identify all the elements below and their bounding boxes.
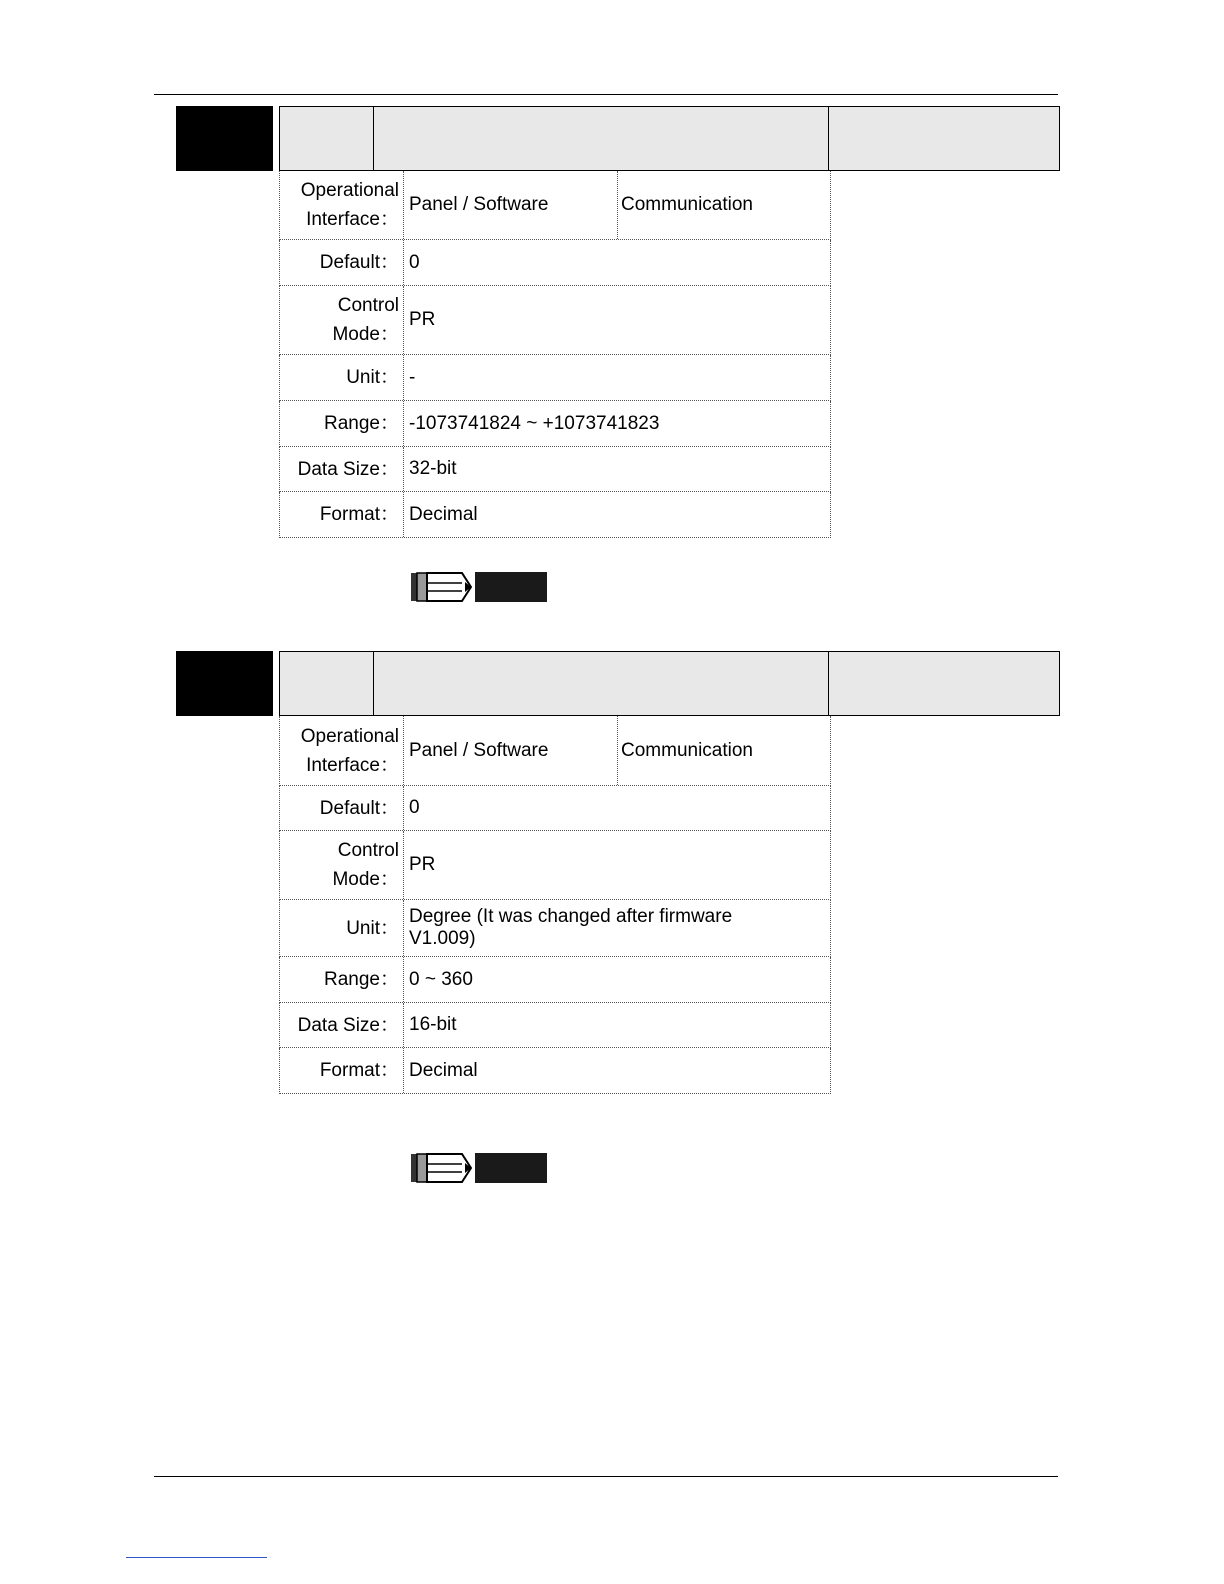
header-cell-address <box>280 652 374 715</box>
note-label-bar <box>475 572 547 602</box>
value-format: Decimal <box>409 503 478 525</box>
parameter-header <box>279 651 1060 716</box>
row-data-size <box>279 1003 831 1048</box>
row-control-mode <box>279 831 831 900</box>
value-format: Decimal <box>409 1059 478 1081</box>
row-default <box>279 240 831 286</box>
value-control-mode: PR <box>409 854 436 875</box>
value-panel-software: Panel / Software <box>409 194 549 215</box>
header-cell-divider <box>828 107 829 170</box>
header-cell-divider <box>828 652 829 715</box>
label-unit: Unit： <box>280 355 404 400</box>
row-operational-interface <box>279 171 831 240</box>
value-range: -1073741824 ~ +1073741823 <box>409 412 660 434</box>
note-marker-2 <box>410 1152 547 1184</box>
parameter-header <box>279 106 1060 171</box>
label-format: Format： <box>280 492 404 537</box>
label-operational-interface: Operational Interface： <box>280 716 404 785</box>
value-data-size: 16-bit <box>409 1014 457 1035</box>
parameter-code-block <box>176 106 273 171</box>
label-default: Default： <box>280 240 404 285</box>
value-default: 0 <box>409 797 420 818</box>
label-unit: Unit： <box>280 900 404 956</box>
label-range: Range： <box>280 957 404 1002</box>
label-data-size: Data Size： <box>280 1003 404 1047</box>
pencil-note-icon <box>410 1152 472 1184</box>
value-unit: - <box>409 366 416 388</box>
value-data-size: 32-bit <box>409 458 457 479</box>
row-data-size <box>279 447 831 492</box>
label-default: Default： <box>280 786 404 830</box>
row-unit <box>279 355 831 401</box>
cell-divider <box>617 171 618 239</box>
row-range <box>279 401 831 447</box>
header-cell-address <box>280 107 374 170</box>
footer-rule <box>154 1476 1058 1477</box>
label-range: Range： <box>280 401 404 446</box>
value-range: 0 ~ 360 <box>409 968 473 990</box>
row-default <box>279 786 831 831</box>
row-unit <box>279 900 831 957</box>
note-marker-1 <box>410 571 547 603</box>
label-control-mode: Control Mode： <box>280 286 404 354</box>
label-format: Format： <box>280 1048 404 1093</box>
note-label-bar <box>475 1153 547 1183</box>
row-format <box>279 492 831 538</box>
header-rule <box>154 94 1058 95</box>
label-operational-interface: Operational Interface： <box>280 171 404 239</box>
value-control-mode: PR <box>409 309 436 330</box>
pencil-note-icon <box>410 571 472 603</box>
value-communication: Communication <box>621 739 753 761</box>
parameter-code-block <box>176 651 273 716</box>
value-communication: Communication <box>621 194 753 215</box>
cell-divider <box>617 716 618 785</box>
label-control-mode: Control Mode： <box>280 831 404 899</box>
label-data-size: Data Size： <box>280 447 404 491</box>
value-panel-software: Panel / Software <box>409 739 549 761</box>
row-range <box>279 957 831 1003</box>
value-default: 0 <box>409 251 420 273</box>
footer-link-underline[interactable] <box>126 1557 267 1558</box>
row-control-mode <box>279 286 831 355</box>
value-unit: Degree (It was changed after firmware V1.009) <box>409 906 733 949</box>
row-operational-interface <box>279 716 831 786</box>
row-format <box>279 1048 831 1094</box>
